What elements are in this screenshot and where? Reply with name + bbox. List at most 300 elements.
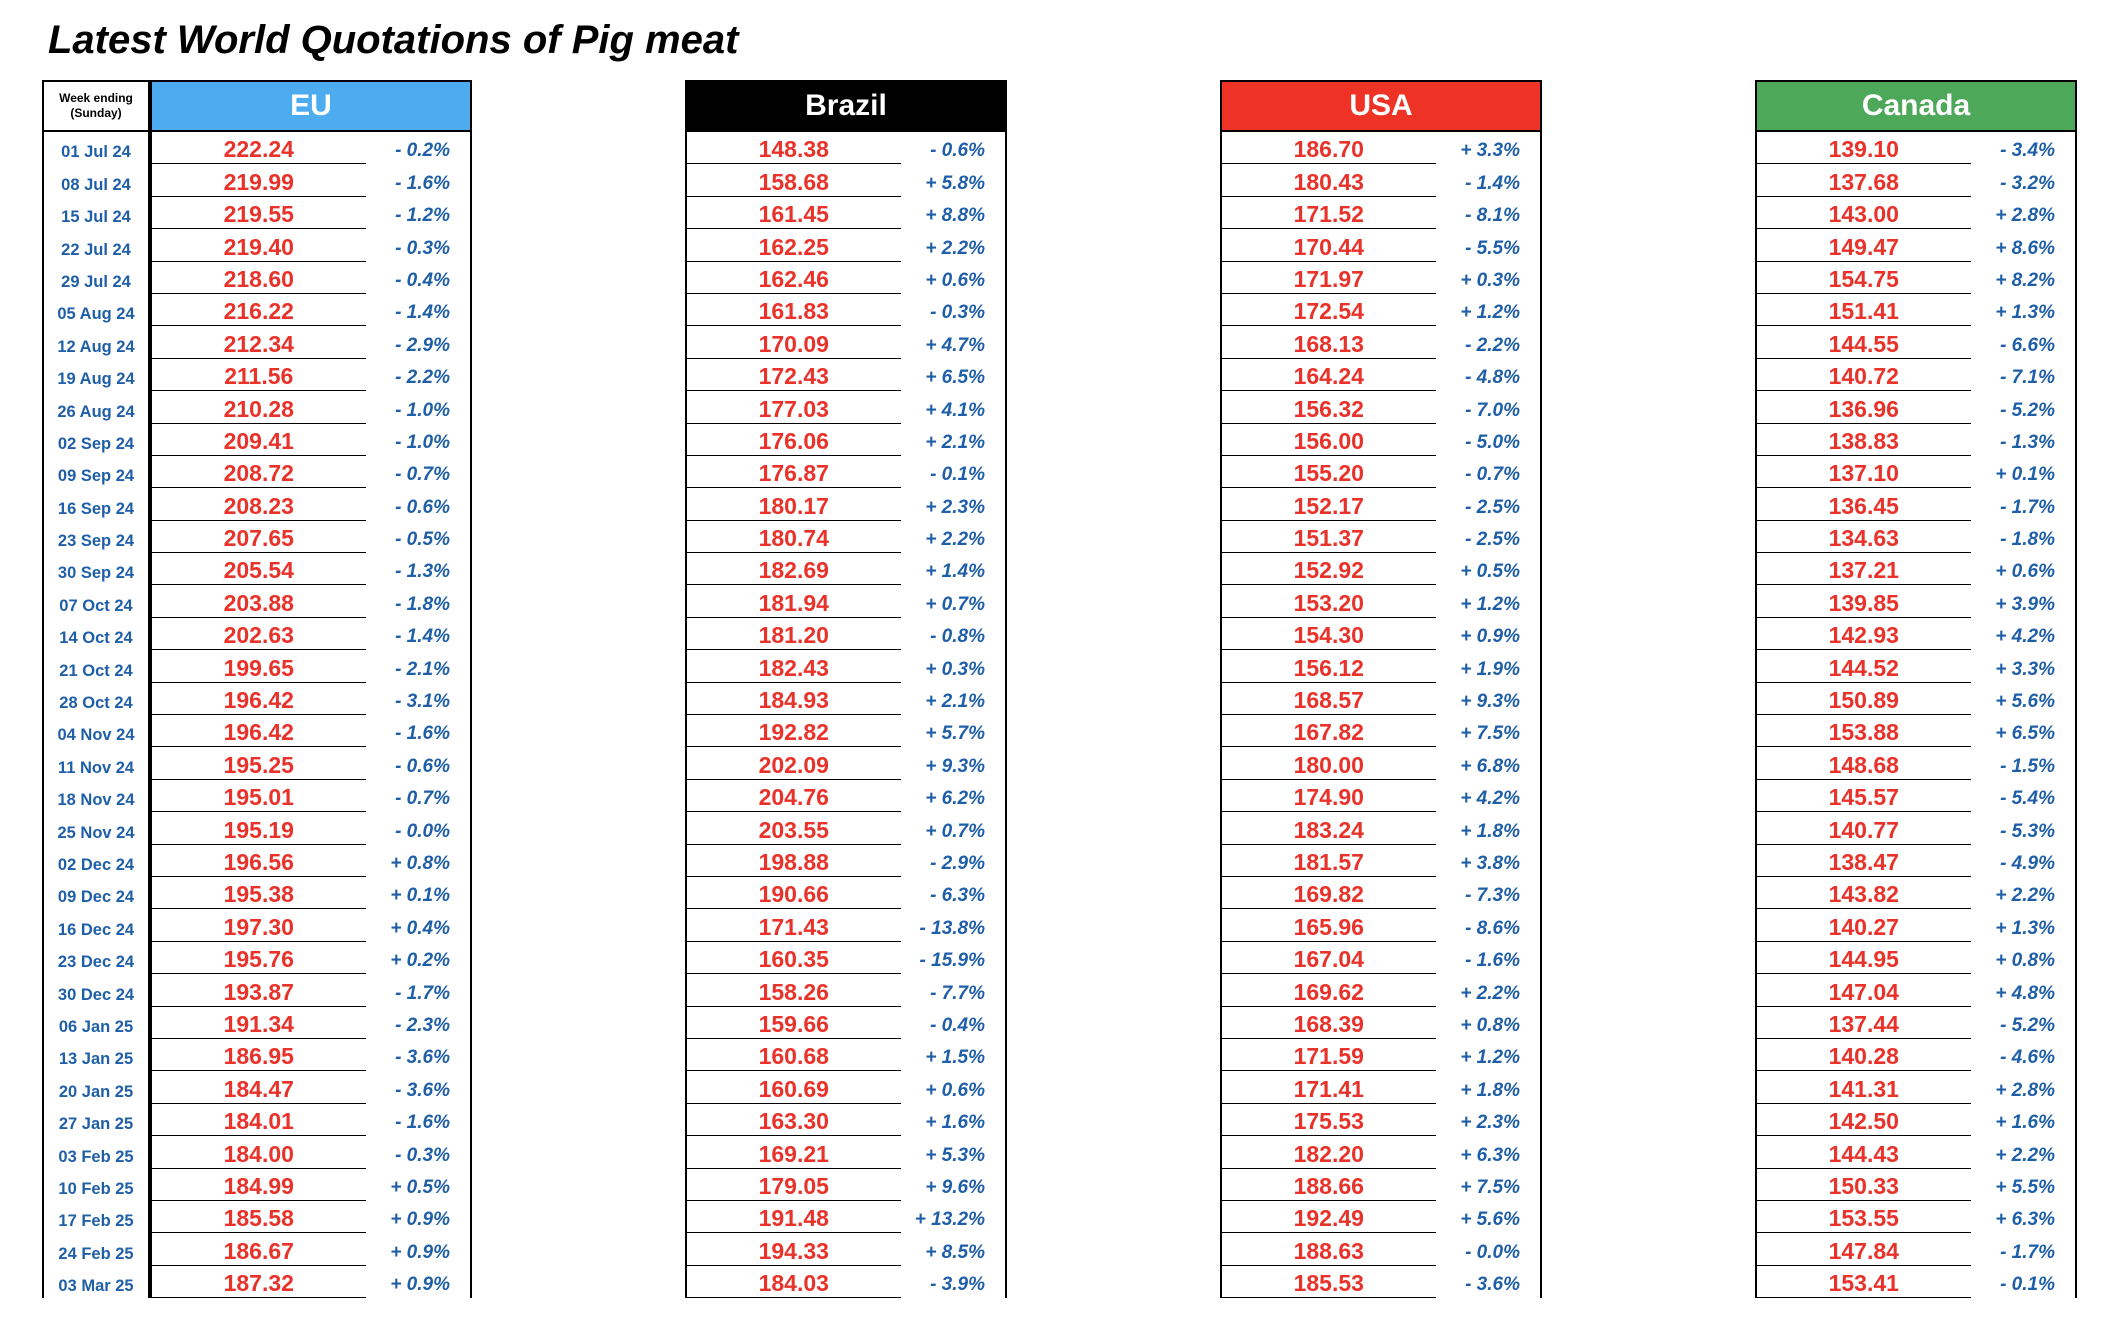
change-cell: - 0.4% — [930, 1014, 985, 1036]
change-cell: - 2.2% — [1465, 334, 1520, 356]
table-row — [1222, 359, 1540, 391]
price-cell: 158.26 — [687, 978, 901, 1007]
price-cell: 181.57 — [1222, 848, 1436, 877]
price-cell: 158.68 — [687, 168, 901, 197]
week-date: 23 Sep 24 — [57, 532, 135, 551]
price-cell: 162.25 — [687, 233, 901, 262]
table-row — [1757, 747, 2075, 779]
price-cell: 140.27 — [1757, 913, 1971, 942]
table-row — [1757, 164, 2075, 196]
price-cell: 180.74 — [687, 524, 901, 553]
table-row — [44, 1039, 148, 1071]
price-cell: 159.66 — [687, 1010, 901, 1039]
price-cell: 184.00 — [152, 1140, 366, 1169]
table-row — [687, 877, 1005, 909]
table-row — [1757, 683, 2075, 715]
table-row — [44, 294, 148, 326]
change-cell: + 0.1% — [390, 885, 450, 907]
week-header — [42, 80, 150, 132]
price-cell: 160.69 — [687, 1075, 901, 1104]
price-cell: 190.66 — [687, 880, 901, 909]
price-cell: 140.77 — [1757, 816, 1971, 845]
price-cell: 167.04 — [1222, 945, 1436, 974]
price-cell: 136.45 — [1757, 492, 1971, 521]
change-cell: + 2.1% — [925, 431, 985, 453]
price-cell: 138.47 — [1757, 848, 1971, 877]
change-cell: - 0.3% — [930, 302, 985, 324]
change-cell: - 1.7% — [2000, 1241, 2055, 1263]
table-row — [1222, 974, 1540, 1006]
change-cell: - 3.1% — [395, 691, 450, 713]
week-date: 29 Jul 24 — [61, 272, 131, 291]
week-date: 25 Nov 24 — [57, 823, 135, 842]
price-cell: 145.57 — [1757, 783, 1971, 812]
change-cell: + 6.8% — [1460, 755, 1520, 777]
change-cell: + 1.2% — [1460, 302, 1520, 324]
table-row — [1757, 456, 2075, 488]
price-cell: 171.52 — [1222, 200, 1436, 229]
price-cell: 168.39 — [1222, 1010, 1436, 1039]
change-cell: + 2.2% — [925, 237, 985, 259]
table-row — [44, 1007, 148, 1039]
change-cell: + 5.6% — [1995, 691, 2055, 713]
price-cell: 207.65 — [152, 524, 366, 553]
change-cell: + 0.8% — [390, 852, 450, 874]
table-row — [687, 229, 1005, 261]
table-row — [687, 521, 1005, 553]
table-row — [152, 521, 470, 553]
price-cell: 182.20 — [1222, 1140, 1436, 1169]
table-row — [152, 164, 470, 196]
price-cell: 169.82 — [1222, 880, 1436, 909]
price-cell: 184.93 — [687, 686, 901, 715]
week-date: 23 Dec 24 — [57, 953, 135, 972]
change-cell: + 0.9% — [390, 1209, 450, 1231]
table-row — [152, 942, 470, 974]
change-cell: - 1.3% — [395, 561, 450, 583]
table-row — [152, 424, 470, 456]
change-cell: - 5.4% — [2000, 788, 2055, 810]
table-row — [152, 391, 470, 423]
price-cell: 156.32 — [1222, 395, 1436, 424]
change-cell: + 2.1% — [925, 691, 985, 713]
week-date: 12 Aug 24 — [57, 337, 135, 356]
change-cell: + 0.5% — [1460, 561, 1520, 583]
change-cell: + 1.5% — [925, 1047, 985, 1069]
region-rows-usa — [1220, 132, 1542, 1298]
change-cell: + 8.5% — [925, 1241, 985, 1263]
price-cell: 151.37 — [1222, 524, 1436, 553]
change-cell: + 4.7% — [925, 334, 985, 356]
price-cell: 203.55 — [687, 816, 901, 845]
change-cell: - 1.0% — [395, 399, 450, 421]
price-cell: 188.66 — [1222, 1172, 1436, 1201]
region-rows-eu — [150, 132, 472, 1298]
change-cell: - 7.7% — [930, 982, 985, 1004]
table-row — [1757, 909, 2075, 941]
change-cell: + 0.3% — [1460, 269, 1520, 291]
change-cell: + 0.5% — [390, 1176, 450, 1198]
price-cell: 141.31 — [1757, 1075, 1971, 1104]
change-cell: - 0.3% — [395, 1144, 450, 1166]
week-date: 10 Feb 25 — [58, 1179, 134, 1198]
change-cell: - 1.8% — [2000, 529, 2055, 551]
table-row — [44, 1104, 148, 1136]
change-cell: + 5.7% — [925, 723, 985, 745]
price-cell: 147.04 — [1757, 978, 1971, 1007]
region-canada — [1755, 80, 2077, 1298]
price-cell: 156.00 — [1222, 427, 1436, 456]
price-cell: 153.88 — [1757, 718, 1971, 747]
table-row — [44, 942, 148, 974]
price-cell: 211.56 — [152, 362, 366, 391]
table-row — [152, 1039, 470, 1071]
region-eu — [150, 80, 472, 1298]
change-cell: + 8.2% — [1995, 269, 2055, 291]
table-row — [44, 326, 148, 358]
price-cell: 140.72 — [1757, 362, 1971, 391]
table-row — [44, 391, 148, 423]
change-cell: - 1.5% — [2000, 755, 2055, 777]
table-row — [1757, 877, 2075, 909]
table-row — [152, 294, 470, 326]
table-row — [1222, 488, 1540, 520]
change-cell: + 0.7% — [925, 593, 985, 615]
change-cell: - 2.5% — [1465, 496, 1520, 518]
change-cell: + 4.2% — [1995, 626, 2055, 648]
change-cell: + 0.6% — [925, 269, 985, 291]
price-cell: 161.45 — [687, 200, 901, 229]
change-cell: + 0.9% — [1460, 626, 1520, 648]
price-cell: 144.43 — [1757, 1140, 1971, 1169]
table-row — [687, 1007, 1005, 1039]
change-cell: + 6.5% — [1995, 723, 2055, 745]
table-row — [687, 845, 1005, 877]
week-date: 15 Jul 24 — [61, 208, 131, 227]
change-cell: + 2.3% — [925, 496, 985, 518]
week-date: 02 Sep 24 — [57, 434, 135, 453]
table-row — [1757, 1266, 2075, 1298]
table-row — [44, 229, 148, 261]
table-row — [1757, 1007, 2075, 1039]
change-cell: - 0.2% — [395, 140, 450, 162]
table-row — [687, 391, 1005, 423]
change-cell: + 9.6% — [925, 1176, 985, 1198]
change-cell: - 1.6% — [395, 723, 450, 745]
price-cell: 202.09 — [687, 751, 901, 780]
change-cell: - 0.5% — [395, 529, 450, 551]
change-cell: + 0.4% — [390, 917, 450, 939]
change-cell: - 1.6% — [395, 172, 450, 194]
price-cell: 161.83 — [687, 297, 901, 326]
change-cell: + 8.8% — [925, 205, 985, 227]
table-row — [687, 1136, 1005, 1168]
price-cell: 187.32 — [152, 1269, 366, 1298]
price-cell: 142.50 — [1757, 1107, 1971, 1136]
price-cell: 152.17 — [1222, 492, 1436, 521]
table-row — [687, 1233, 1005, 1265]
change-cell: - 5.0% — [1465, 431, 1520, 453]
price-cell: 144.55 — [1757, 330, 1971, 359]
change-cell: + 6.2% — [925, 788, 985, 810]
table-row — [687, 1071, 1005, 1103]
table-row — [152, 197, 470, 229]
table-row — [44, 780, 148, 812]
table-row — [152, 845, 470, 877]
price-cell: 182.43 — [687, 654, 901, 683]
change-cell: - 3.6% — [1465, 1274, 1520, 1296]
price-cell: 171.59 — [1222, 1042, 1436, 1071]
table-row — [687, 424, 1005, 456]
change-cell: + 2.2% — [1460, 982, 1520, 1004]
table-row — [1757, 521, 2075, 553]
table-row — [1757, 553, 2075, 585]
price-cell: 222.24 — [152, 135, 366, 164]
table-row — [152, 650, 470, 682]
table-row — [44, 715, 148, 747]
change-cell: + 0.3% — [925, 658, 985, 680]
price-cell: 195.19 — [152, 816, 366, 845]
table-row — [152, 229, 470, 261]
price-cell: 208.23 — [152, 492, 366, 521]
change-cell: + 4.8% — [1995, 982, 2055, 1004]
table-row — [687, 164, 1005, 196]
table-row — [687, 1169, 1005, 1201]
change-cell: - 2.1% — [395, 658, 450, 680]
table-row — [44, 359, 148, 391]
price-cell: 139.10 — [1757, 135, 1971, 164]
price-cell: 137.68 — [1757, 168, 1971, 197]
change-cell: + 1.6% — [1995, 1112, 2055, 1134]
price-cell: 172.54 — [1222, 297, 1436, 326]
price-cell: 184.01 — [152, 1107, 366, 1136]
price-cell: 152.92 — [1222, 556, 1436, 585]
price-cell: 136.96 — [1757, 395, 1971, 424]
table-row — [1757, 294, 2075, 326]
table-row — [1222, 262, 1540, 294]
price-cell: 137.10 — [1757, 459, 1971, 488]
week-date: 27 Jan 25 — [58, 1115, 134, 1134]
table-row — [687, 585, 1005, 617]
change-cell: - 8.1% — [1465, 205, 1520, 227]
change-cell: - 6.6% — [2000, 334, 2055, 356]
price-cell: 148.38 — [687, 135, 901, 164]
table-row — [1222, 812, 1540, 844]
change-cell: + 2.2% — [1995, 1144, 2055, 1166]
table-row — [44, 877, 148, 909]
table-row — [152, 585, 470, 617]
table-row — [152, 456, 470, 488]
change-cell: - 7.1% — [2000, 367, 2055, 389]
table-row — [687, 488, 1005, 520]
table-row — [687, 1266, 1005, 1298]
price-cell: 180.43 — [1222, 168, 1436, 197]
table-row — [44, 197, 148, 229]
table-row — [152, 618, 470, 650]
price-cell: 204.76 — [687, 783, 901, 812]
table-row — [1222, 877, 1540, 909]
table-row — [687, 618, 1005, 650]
price-cell: 138.83 — [1757, 427, 1971, 456]
table-row — [44, 683, 148, 715]
table-row — [1757, 197, 2075, 229]
price-cell: 153.55 — [1757, 1204, 1971, 1233]
change-cell: + 6.3% — [1995, 1209, 2055, 1231]
table-row — [687, 1104, 1005, 1136]
table-row — [1757, 585, 2075, 617]
price-cell: 149.47 — [1757, 233, 1971, 262]
week-date: 30 Dec 24 — [57, 985, 135, 1004]
table-row — [1757, 780, 2075, 812]
change-cell: + 1.6% — [925, 1112, 985, 1134]
price-cell: 194.33 — [687, 1237, 901, 1266]
region-header-eu: EU — [150, 80, 472, 132]
table-row — [152, 1007, 470, 1039]
table-row — [44, 1201, 148, 1233]
week-date: 09 Sep 24 — [57, 467, 135, 486]
table-row — [687, 1201, 1005, 1233]
change-cell: - 4.8% — [1465, 367, 1520, 389]
price-cell: 163.30 — [687, 1107, 901, 1136]
price-cell: 203.88 — [152, 589, 366, 618]
price-cell: 218.60 — [152, 265, 366, 294]
week-date: 02 Dec 24 — [57, 855, 135, 874]
region-rows-brazil — [685, 132, 1007, 1298]
change-cell: + 3.8% — [1460, 852, 1520, 874]
table-row — [687, 909, 1005, 941]
change-cell: + 2.3% — [1460, 1112, 1520, 1134]
price-cell: 169.62 — [1222, 978, 1436, 1007]
change-cell: - 0.6% — [395, 755, 450, 777]
change-cell: - 0.7% — [395, 788, 450, 810]
table-row — [1222, 294, 1540, 326]
price-cell: 219.40 — [152, 233, 366, 262]
table-row — [1222, 326, 1540, 358]
table-row — [44, 618, 148, 650]
change-cell: + 0.6% — [1995, 561, 2055, 583]
table-row — [44, 262, 148, 294]
region-brazil — [685, 80, 1007, 1298]
price-cell: 150.33 — [1757, 1172, 1971, 1201]
price-cell: 168.13 — [1222, 330, 1436, 359]
table-row — [44, 747, 148, 779]
table-row — [687, 812, 1005, 844]
price-cell: 208.72 — [152, 459, 366, 488]
change-cell: - 4.6% — [2000, 1047, 2055, 1069]
week-date: 04 Nov 24 — [57, 726, 135, 745]
table-row — [1222, 456, 1540, 488]
change-cell: + 0.8% — [1995, 950, 2055, 972]
change-cell: + 0.6% — [925, 1079, 985, 1101]
region-usa — [1220, 80, 1542, 1298]
change-cell: - 0.4% — [395, 269, 450, 291]
change-cell: - 5.2% — [2000, 399, 2055, 421]
table-row — [1222, 1039, 1540, 1071]
table-row — [152, 1071, 470, 1103]
change-cell: + 6.3% — [1460, 1144, 1520, 1166]
week-date: 14 Oct 24 — [59, 629, 133, 648]
table-row — [687, 974, 1005, 1006]
price-cell: 168.57 — [1222, 686, 1436, 715]
table-row — [687, 553, 1005, 585]
table-row — [1222, 1233, 1540, 1265]
week-date: 06 Jan 25 — [58, 1017, 134, 1036]
change-cell: + 8.6% — [1995, 237, 2055, 259]
price-cell: 216.22 — [152, 297, 366, 326]
table-row — [1757, 1104, 2075, 1136]
table-row — [44, 585, 148, 617]
table-row — [44, 488, 148, 520]
change-cell: + 0.7% — [925, 820, 985, 842]
price-cell: 176.87 — [687, 459, 901, 488]
change-cell: - 3.6% — [395, 1079, 450, 1101]
price-cell: 199.65 — [152, 654, 366, 683]
table-row — [1757, 845, 2075, 877]
price-cell: 171.43 — [687, 913, 901, 942]
price-cell: 181.94 — [687, 589, 901, 618]
change-cell: - 0.0% — [1465, 1241, 1520, 1263]
change-cell: - 0.7% — [395, 464, 450, 486]
week-date: 21 Oct 24 — [59, 661, 133, 680]
price-cell: 180.00 — [1222, 751, 1436, 780]
week-header-line2: (Sunday) — [70, 106, 122, 120]
change-cell: - 5.5% — [1465, 237, 1520, 259]
table-row — [152, 1104, 470, 1136]
table-row — [152, 1201, 470, 1233]
table-row — [1222, 1266, 1540, 1298]
table-row — [1222, 909, 1540, 941]
change-cell: + 1.3% — [1995, 302, 2055, 324]
price-cell: 198.88 — [687, 848, 901, 877]
price-cell: 185.53 — [1222, 1269, 1436, 1298]
region-header-usa: USA — [1220, 80, 1542, 132]
price-cell: 212.34 — [152, 330, 366, 359]
change-cell: - 0.1% — [930, 464, 985, 486]
change-cell: + 0.8% — [1460, 1014, 1520, 1036]
price-cell: 193.87 — [152, 978, 366, 1007]
table-row — [1757, 229, 2075, 261]
price-cell: 186.95 — [152, 1042, 366, 1071]
price-cell: 209.41 — [152, 427, 366, 456]
week-rows — [42, 132, 150, 1298]
change-cell: + 6.5% — [925, 367, 985, 389]
week-date: 07 Oct 24 — [59, 596, 133, 615]
table-row — [687, 715, 1005, 747]
price-cell: 184.03 — [687, 1269, 901, 1298]
table-row — [152, 1233, 470, 1265]
change-cell: + 13.2% — [914, 1209, 985, 1231]
change-cell: - 1.4% — [395, 626, 450, 648]
price-cell: 174.90 — [1222, 783, 1436, 812]
table-row — [1757, 359, 2075, 391]
table-row — [687, 942, 1005, 974]
week-date: 19 Aug 24 — [57, 370, 135, 389]
change-cell: + 7.5% — [1460, 723, 1520, 745]
price-cell: 191.34 — [152, 1010, 366, 1039]
change-cell: - 0.0% — [395, 820, 450, 842]
table-row — [1757, 715, 2075, 747]
table-row — [1222, 132, 1540, 164]
price-cell: 172.43 — [687, 362, 901, 391]
change-cell: + 2.2% — [925, 529, 985, 551]
table-row — [152, 326, 470, 358]
price-cell: 144.95 — [1757, 945, 1971, 974]
price-cell: 154.75 — [1757, 265, 1971, 294]
table-row — [1222, 747, 1540, 779]
table-row — [44, 1169, 148, 1201]
change-cell: - 6.3% — [930, 885, 985, 907]
week-date: 20 Jan 25 — [58, 1082, 134, 1101]
